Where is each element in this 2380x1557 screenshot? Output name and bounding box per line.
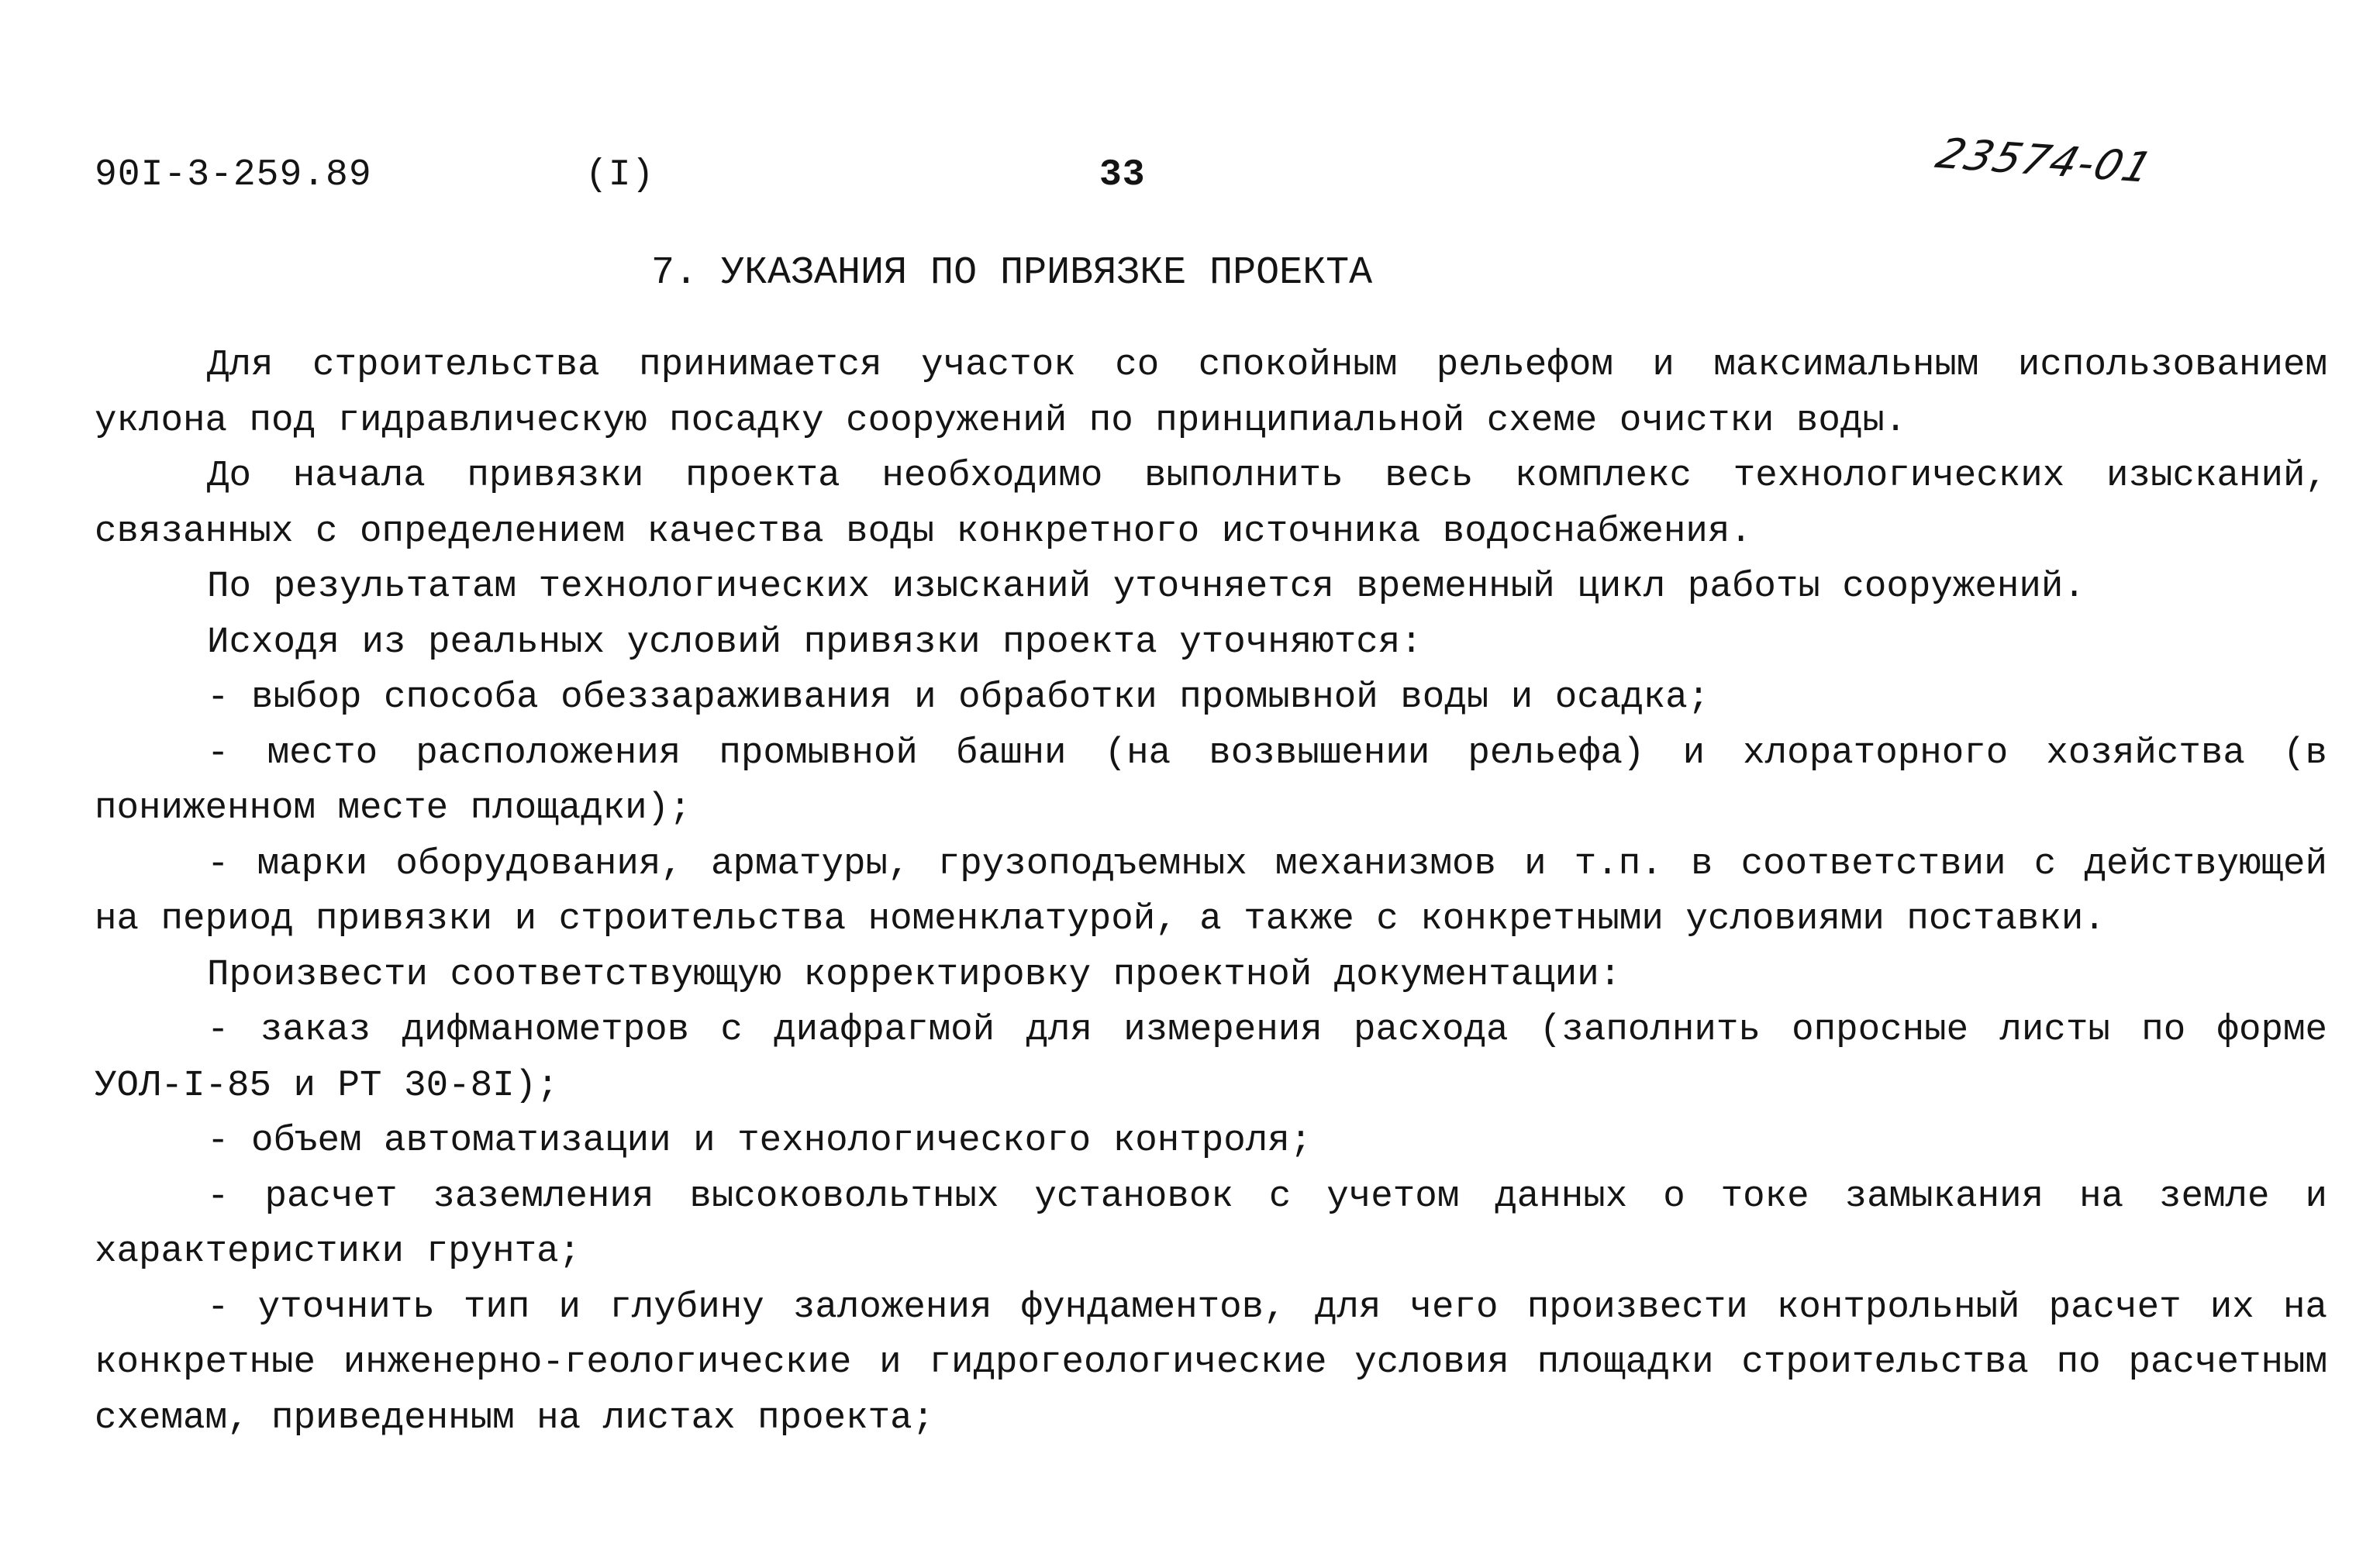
list-item: - место расположения промывной башни (на возвышении рельефа) и хлораторного хозяйства (в пониженном месте площадки); (95, 732, 2327, 829)
section-title: 7. УКАЗАНИЯ ПО ПРИВЯЗКЕ ПРОЕКТА (651, 251, 1373, 295)
list-item: - марки оборудования, арматуры, грузоподъемных механизмов и т.п. в соответствии с действующей на период привязки и строительства номенклатурой, а также с конкретными условиями поставки. (95, 842, 2327, 940)
list-item: - выбор способа обеззараживания и обработки промывной воды и осадка; (207, 677, 1710, 718)
list-item: - расчет заземления высоковольтных установок с учетом данных о токе замыкания на земле и характеристики грунта; (95, 1175, 2327, 1273)
list-item: - уточнить тип и глубину заложения фундаментов, для чего произвести контрольный расчет их на конкретные инженерно-геологические и гидрогеологические условия площадки строительства по расчетным схемам, приведенным на листах проекта; (95, 1286, 2327, 1439)
section-body (95, 338, 2327, 1446)
page-number: 33 (1099, 154, 1146, 196)
paragraph: Исходя из реальных условий привязки проекта уточняются: (207, 621, 1423, 663)
paragraph: До начала привязки проекта необходимо выполнить весь комплекс технологических изысканий, связанных с определением качества воды конкретного источника водоснабжения. (95, 455, 2327, 553)
list-item: - объем автоматизации и технологического контроля; (207, 1120, 1312, 1162)
document-code: 90I-3-259.89 (95, 154, 372, 196)
document-part: (I) (585, 154, 655, 196)
list-item: - заказ дифманометров с диафрагмой для измерения расхода (заполнить опросные листы по форме УОЛ-I-85 и РТ 30-8I); (95, 1009, 2327, 1107)
handwritten-inventory-number: 23574-01 (1930, 129, 2160, 192)
paragraph: По результатам технологических изысканий уточняется временный цикл работы сооружений. (207, 566, 2085, 608)
paragraph: Произвести соответствующую корректировку проектной документации: (207, 953, 1622, 996)
paragraph: Для строительства принимается участок со спокойным рельефом и максимальным использованием уклона под гидравлическую посадку сооружений по принципиальной схеме очистки воды. (95, 344, 2327, 442)
